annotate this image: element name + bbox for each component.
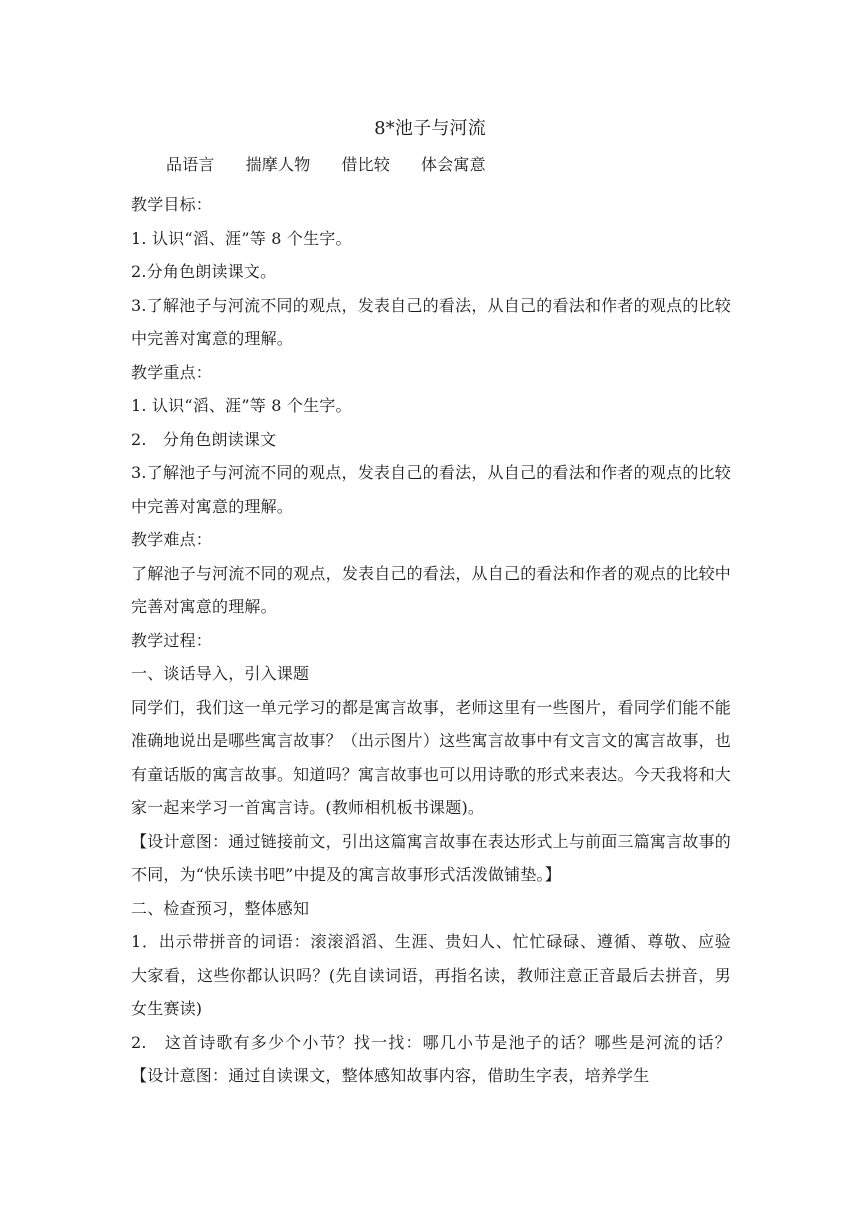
goals-heading: 教学目标： [131, 195, 213, 214]
document-body [131, 188, 764, 1093]
goal-item: 1. 认识“滔、涯”等 8 个生字。 [131, 228, 352, 248]
key-points-heading: 教学重点： [131, 362, 213, 382]
goal-item: 3.了解池子与河流不同的观点，发表自己的看法，从自己的看法和作者的观点的比较中完善对寓意的理解。 [131, 295, 731, 348]
key-point-item: 1. 认识“滔、涯”等 8 个生字。 [131, 396, 352, 415]
section1-text: 同学们，我们这一单元学习的都是寓言故事，老师这里有一些图片，看同学们能不能准确地说出是哪些寓言故事？（出示图片）这些寓言故事中有文言文的寓言故事，也有童话版的寓言故事。知道吗？寓言故事也可以用诗歌的形式来表达。今天我将和大家一起来学习一首寓言诗。(教师相机板书课题)。 [131, 697, 731, 817]
section2-item1: 1．出示带拼音的词语：滚滚滔滔、生涯、贵妇人、忙忙碌碌、遵循、尊敬、应验 大家看，这些你都认识吗？(先自读词语，再指名读，教师注意正音最后去拼音，男女生赛读) [131, 932, 764, 1018]
process-heading: 教学过程： [131, 630, 213, 650]
section2-heading: 二、检查预习，整体感知 [131, 898, 310, 918]
subtitle-item: 揣摩人物 [245, 155, 311, 174]
goal-item: 2.分角色朗读课文。 [131, 262, 277, 281]
page-title: 8*池子与河流 [374, 118, 486, 139]
subtitle-item: 借比较 [341, 155, 391, 174]
difficulties-text: 了解池子与河流不同的观点，发表自己的看法，从自己的看法和作者的观点的比较中完善对寓意的理解。 [131, 563, 731, 616]
key-point-item: 3.了解池子与河流不同的观点，发表自己的看法，从自己的看法和作者的观点的比较中完善对寓意的理解。 [131, 463, 731, 516]
key-point-item: 2. 分角色朗读课文 [131, 429, 277, 449]
section1-heading: 一、谈话导入，引入课题 [131, 664, 310, 683]
lesson-subtitle [166, 153, 517, 177]
subtitle-item: 体会寓意 [421, 155, 486, 174]
subtitle-item: 品语言 [166, 155, 215, 174]
section2-item2: 2. 这首诗歌有多少个小节？找一找：哪几小节是池子的话？哪些是河流的话？ 【设计意图：通过自读课文，整体感知故事内容，借助生字表，培养学生 [131, 1032, 748, 1085]
difficulties-heading: 教学难点： [131, 530, 213, 549]
section1-design-note: 【设计意图：通过链接前文，引出这篇寓言故事在表达形式上与前面三篇寓言故事的不同，为“快乐读书吧”中提及的寓言故事形式活泼做铺垫。】 [131, 831, 731, 884]
